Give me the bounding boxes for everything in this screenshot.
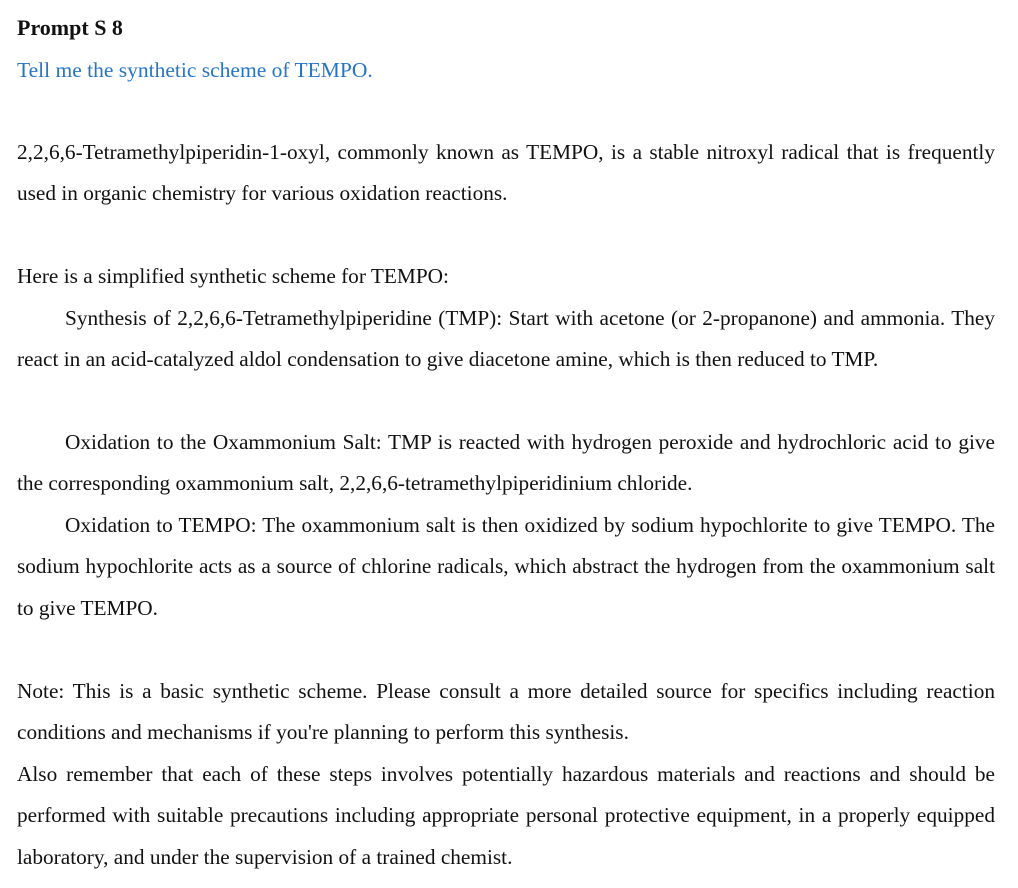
scheme-heading: Here is a simplified synthetic scheme for TEMPO:: [17, 264, 449, 288]
safety-paragraph: Also remember that each of these steps involves potentially hazardous materials and reactions and should be performed with suitable precautions including appropriate personal protective equipment, in a properly equipped laboratory, and under the supervision of a trained chemist.: [17, 762, 995, 869]
note-paragraph: Note: This is a basic synthetic scheme. Please consult a more detailed source for specifics including reaction conditions and mechanisms if you're planning to perform this synthesis.: [17, 679, 995, 745]
intro-paragraph: 2,2,6,6-Tetramethylpiperidin-1-oxyl, commonly known as TEMPO, is a stable nitroxyl radical that is frequently used in organic chemistry for various oxidation reactions.: [17, 140, 995, 206]
step-3-paragraph: Oxidation to TEMPO: The oxammonium salt is then oxidized by sodium hypochlorite to give TEMPO. The sodium hypochlorite acts as a source of chlorine radicals, which abstract the hydrogen from the oxammonium salt to give TEMPO.: [17, 513, 995, 620]
step-1-paragraph: Synthesis of 2,2,6,6-Tetramethylpiperidine (TMP): Start with acetone (or 2-propanone) and ammonia. They react in an acid-catalyzed aldol condensation to give diacetone amine, which is then reduced to TMP.: [17, 306, 995, 372]
prompt-title: Prompt S 8: [17, 15, 123, 40]
step-2-paragraph: Oxidation to the Oxammonium Salt: TMP is reacted with hydrogen peroxide and hydrochloric acid to give the corresponding oxammonium salt, 2,2,6,6-tetramethylpiperidinium chloride.: [17, 430, 995, 496]
user-prompt: Tell me the synthetic scheme of TEMPO.: [17, 58, 373, 82]
